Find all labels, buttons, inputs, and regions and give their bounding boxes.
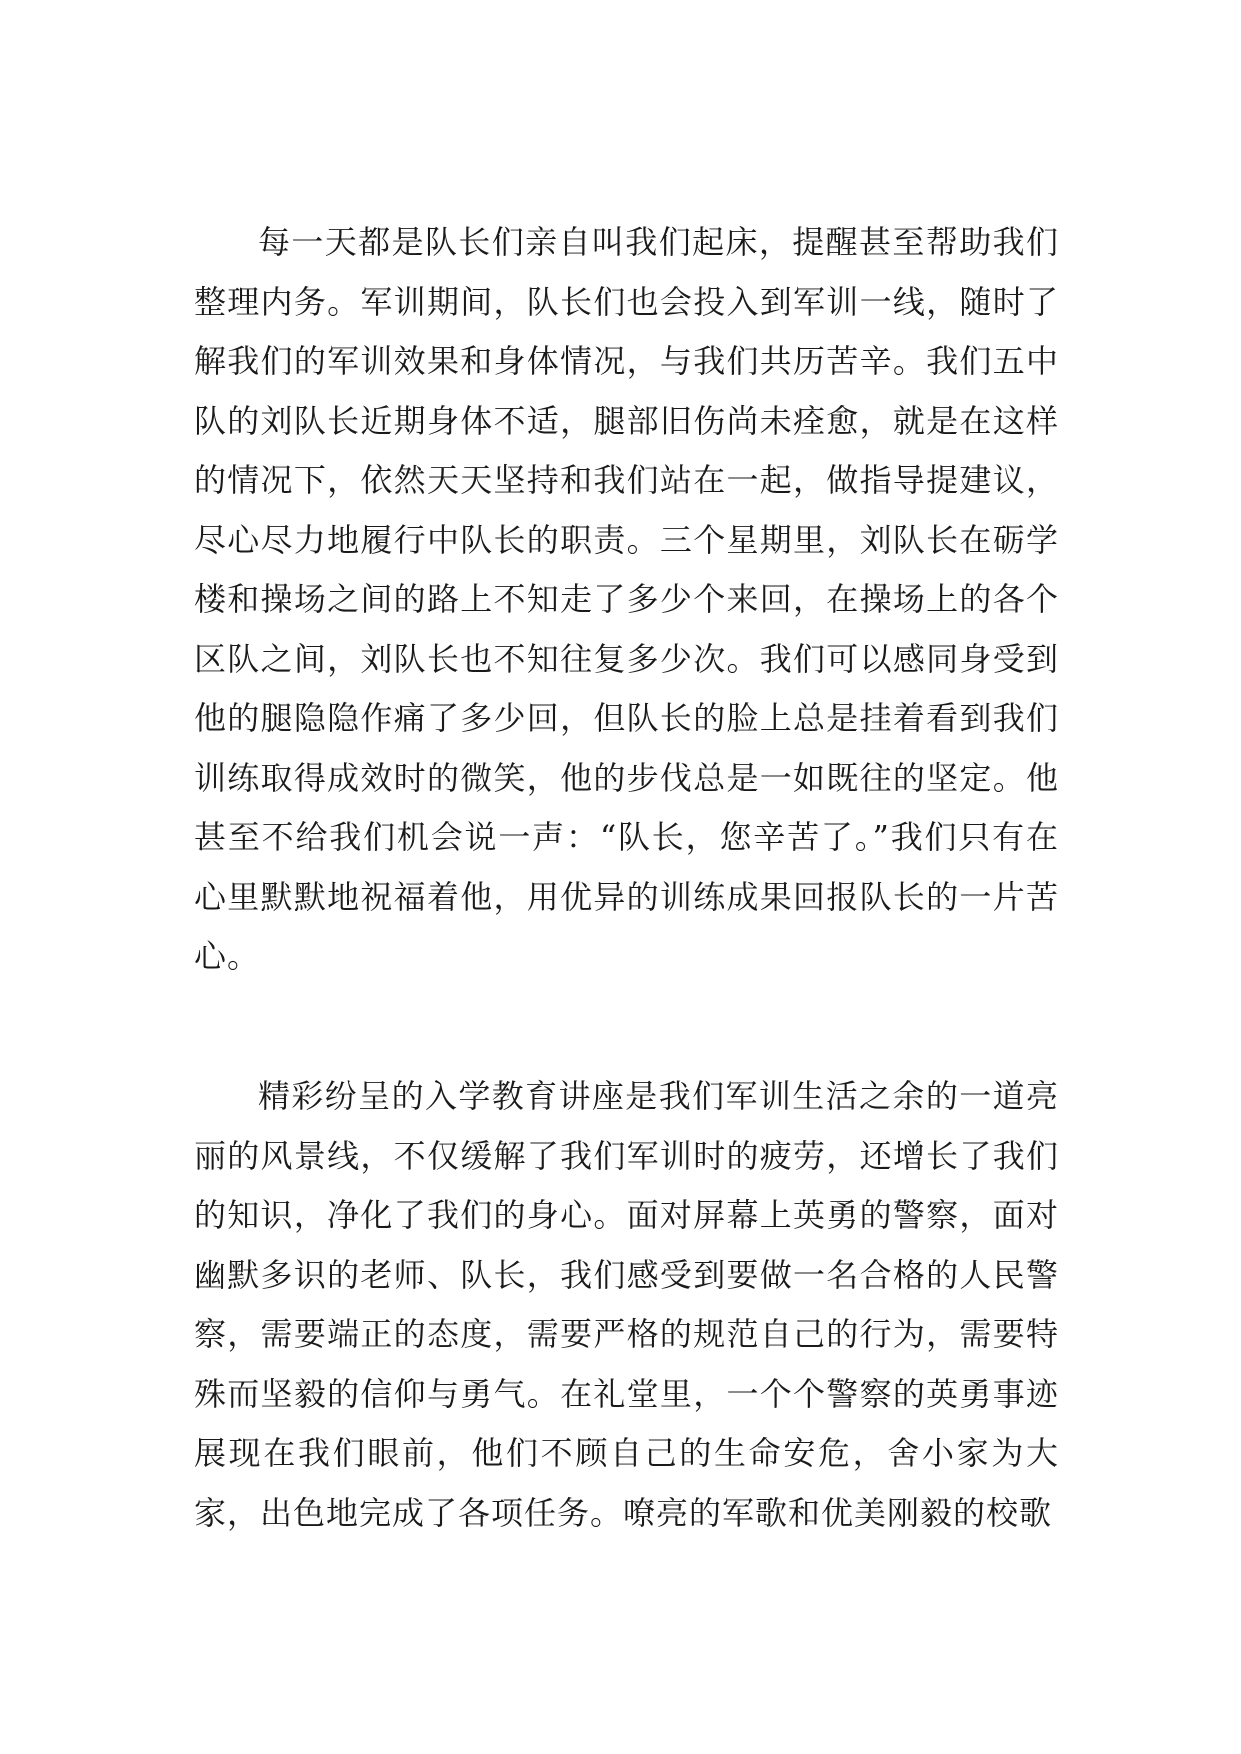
paragraph-squad-leaders: 每一天都是队长们亲自叫我们起床，提醒甚至帮助我们整理内务。军训期间，队长们也会投入到军训一线，随时了解我们的军训效果和身体情况，与我们共历苦辛。我们五中队的刘队长近期身体不适，腿部旧伤尚未痊愈，就是在这样的情况下，依然天天坚持和我们站在一起，做指导提建议，尽心尽力地履行中队长的职责。三个星期里，刘队长在砺学楼和操场之间的路上不知走了多少个来回，在操场上的各个区队之间，刘队长也不知往复多少次。我们可以感同身受到他的腿隐隐作痛了多少回，但队长的脸上总是挂着看到我们训练取得成效时的微笑，他的步伐总是一如既往的坚定。他甚至不给我们机会说一声：“队长，您辛苦了。”我们只有在心里默默地祝福着他，用优异的训练成果回报队长的一片苦心。 [194,223,1059,975]
paragraph-orientation-lectures: 精彩纷呈的入学教育讲座是我们军训生活之余的一道亮丽的风景线，不仅缓解了我们军训时的疲劳，还增长了我们的知识，净化了我们的身心。面对屏幕上英勇的警察，面对幽默多识的老师、队长，我们感受到要做一名合格的人民警察，需要端正的态度，需要严格的规范自己的行为，需要特殊而坚毅的信仰与勇气。在礼堂里，一个个警察的英勇事迹展现在我们眼前，他们不顾自己的生命安危，舍小家为大家，出色地完成了各项任务。嘹亮的军歌和优美刚毅的校歌 [194,1077,1059,1532]
